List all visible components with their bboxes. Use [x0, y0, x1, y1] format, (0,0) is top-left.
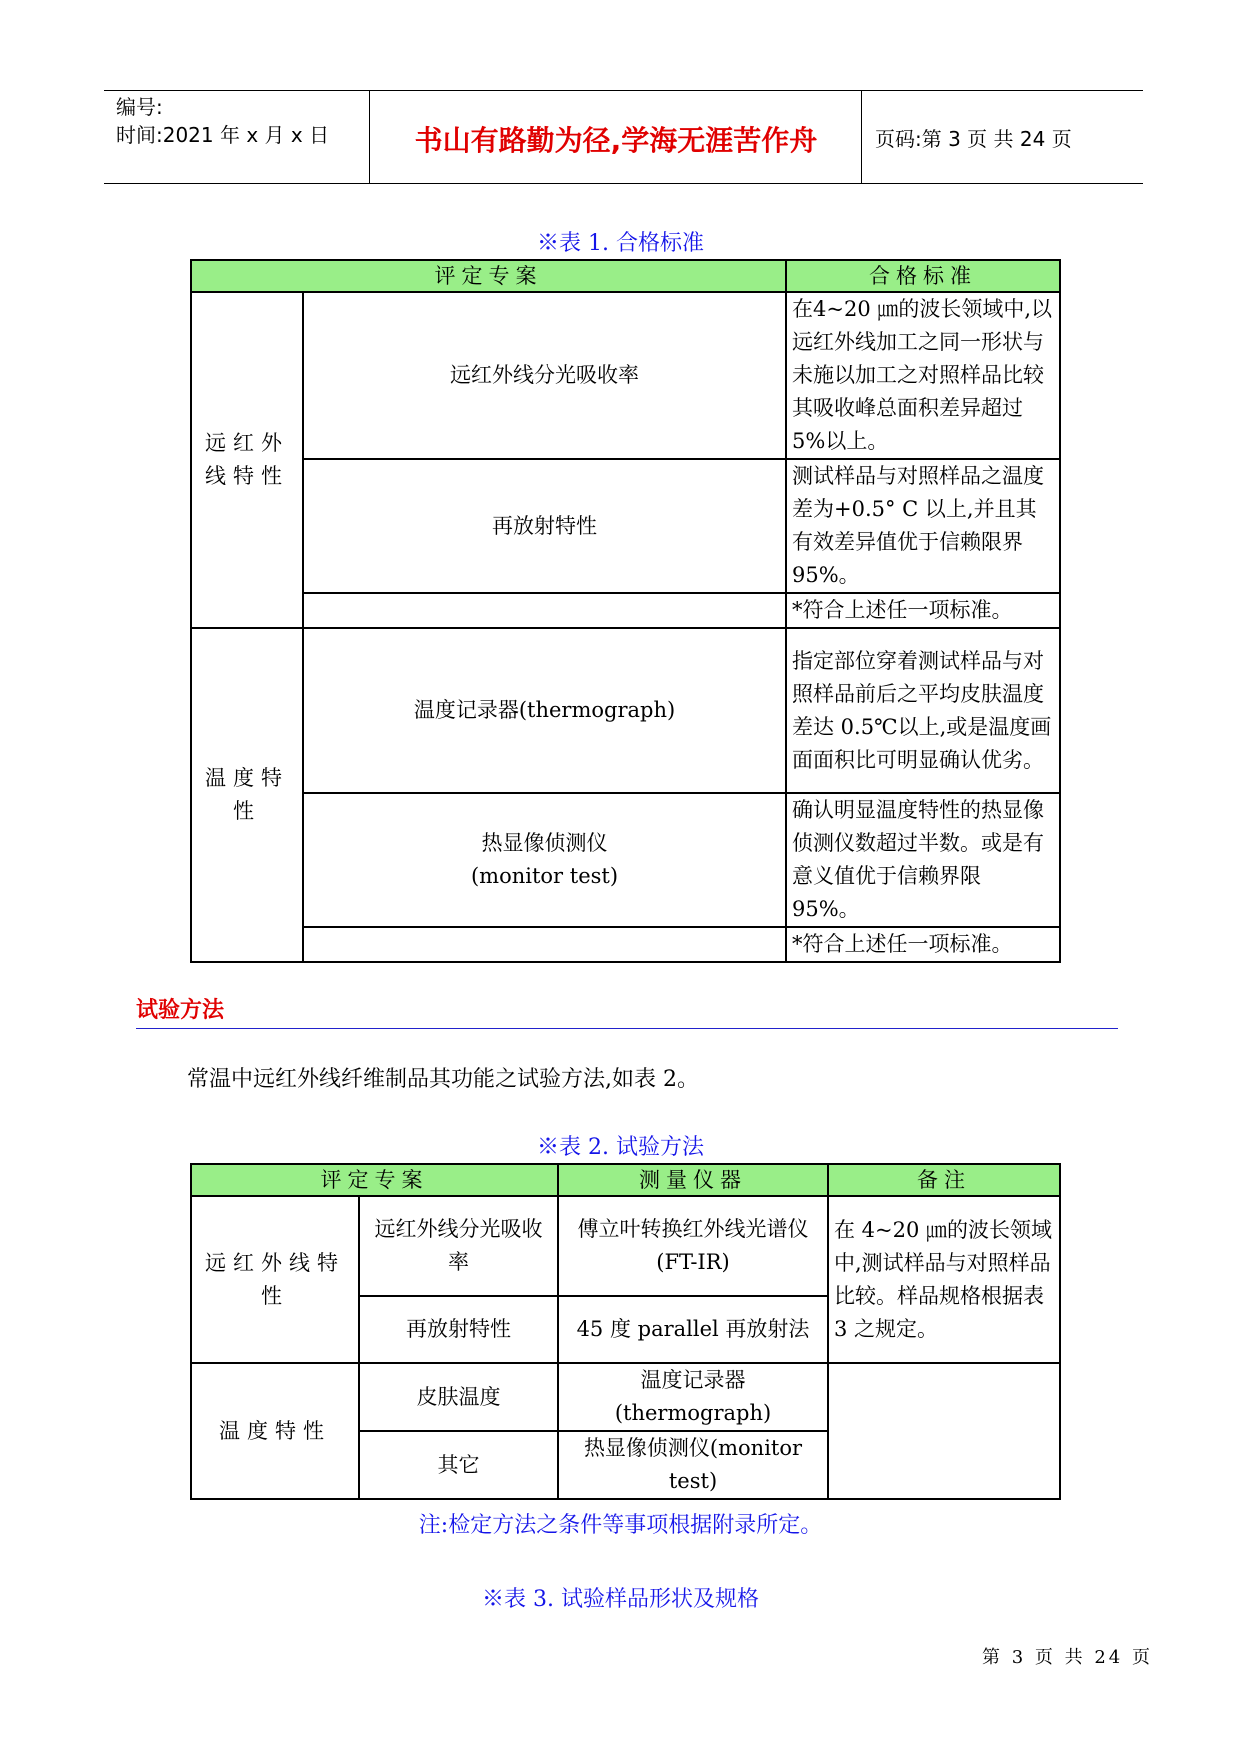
- table1-g2-note: *符合上述任一项标准。: [786, 927, 1060, 962]
- table2-g2-remark-empty: [828, 1363, 1060, 1499]
- table2-group1-label: 远红外线特性: [191, 1196, 359, 1363]
- header-bottom-rule: [104, 183, 1143, 184]
- table1-g1-item2-desc: 测试样品与对照样品之温度差为+0.5° C 以上,并且其有效差异值优于信赖限界 95%。: [786, 459, 1060, 593]
- table2-g2-item1: 皮肤温度: [359, 1363, 558, 1431]
- table-row: [191, 459, 1060, 593]
- table2-g2-item1-instr: [558, 1363, 828, 1431]
- table1-g2-item2-line2: (monitor test): [470, 864, 619, 888]
- table-row: [191, 628, 1060, 793]
- table1-g2-item2-line1: 热显像侦测仪: [481, 831, 608, 855]
- header-time: 时间:2021 年 x 月 x 日: [116, 123, 330, 147]
- table2-header-remark: 备注: [828, 1164, 1060, 1196]
- table1-g2-item2: [303, 793, 786, 927]
- table2-g1-item1-instr-line1: 傅立叶转换红外线光谱仪: [577, 1217, 809, 1241]
- table-row: [191, 292, 1060, 459]
- table2-caption: ※表 2. 试验方法: [537, 1135, 704, 1160]
- header-number: 编号:: [116, 95, 163, 119]
- section-rule: [136, 1028, 1118, 1029]
- table2-g2-item2-instr: 热显像侦测仪(monitor test): [558, 1431, 828, 1499]
- table-row: [191, 1363, 1060, 1431]
- header-meta: [116, 93, 329, 149]
- table2-g1-item1-instr: [558, 1196, 828, 1296]
- table2-g2-item2: 其它: [359, 1431, 558, 1499]
- table2-g1-item2: 再放射特性: [359, 1296, 558, 1363]
- table3-caption: ※表 3. 试验样品形状及规格: [482, 1587, 759, 1612]
- header-page: 页码:第 3 页 共 24 页: [875, 127, 1072, 151]
- section-title: 试验方法: [136, 998, 225, 1023]
- table1-caption: ※表 1. 合格标准: [537, 231, 704, 256]
- header-divider-left: [369, 91, 370, 184]
- table2: [190, 1163, 1061, 1500]
- table2-g1-item1-instr-line2: (FT-IR): [656, 1250, 730, 1274]
- table1-g1-item2: 再放射特性: [303, 459, 786, 593]
- table1-g2-empty: [303, 927, 786, 962]
- table-row: [191, 927, 1060, 962]
- table1-g2-item1-desc: 指定部位穿着测试样品与对照样品前后之平均皮肤温度差达 0.5℃以上,或是温度画面面积比可明显确认优劣。: [786, 628, 1060, 793]
- table1-g1-item1-desc: 在4~20 ㎛的波长领域中,以远红外线加工之同一形状与未施以加工之对照样品比较其吸收峰总面积差异超过 5%以上。: [786, 292, 1060, 459]
- table-row: [191, 593, 1060, 628]
- table1-g2-item2-desc: 确认明显温度特性的热显像侦测仪数超过半数。或是有意义值优于信赖界限 95%。: [786, 793, 1060, 927]
- header-motto: 书山有路勤为径,学海无涯苦作舟: [414, 124, 818, 157]
- table-row: [191, 1196, 1060, 1296]
- table1-group1-label: 远红外线特性: [191, 292, 303, 628]
- section-paragraph: 常温中远红外线纤维制品其功能之试验方法,如表 2。: [187, 1067, 699, 1092]
- table2-g1-item2-instr: 45 度 parallel 再放射法: [558, 1296, 828, 1363]
- header-top-rule: [104, 90, 1143, 91]
- table2-note: 注:检定方法之条件等事项根据附录所定。: [418, 1513, 823, 1538]
- table-row: [191, 793, 1060, 927]
- table2-header-instrument: 测量仪器: [558, 1164, 828, 1196]
- table1-g2-item1: 温度记录器(thermograph): [303, 628, 786, 793]
- table1-header-standard: 合格标准: [786, 260, 1060, 292]
- table2-g2-item1-instr-line1: 温度记录器: [640, 1368, 746, 1392]
- table2-g1-item1: 远红外线分光吸收率: [359, 1196, 558, 1296]
- table2-header-item: 评定专案: [191, 1164, 558, 1196]
- header-divider-right: [861, 91, 862, 184]
- table1: [190, 259, 1061, 963]
- table1-header-row: [191, 260, 1060, 292]
- page-footer: 第 3 页 共 24 页: [982, 1647, 1153, 1668]
- table1-group2-label: 温度特性: [191, 628, 303, 962]
- table2-g1-remark: 在 4~20 ㎛的波长领域中,测试样品与对照样品比较。样品规格根据表 3 之规定。: [828, 1196, 1060, 1363]
- table1-g1-empty: [303, 593, 786, 628]
- table2-group2-label: 温度特性: [191, 1363, 359, 1499]
- table1-g1-item1: 远红外线分光吸收率: [303, 292, 786, 459]
- table2-g2-item1-instr-line2: (thermograph): [614, 1401, 772, 1425]
- table2-header-row: [191, 1164, 1060, 1196]
- table1-header-item: 评定专案: [191, 260, 786, 292]
- table1-g1-note: *符合上述任一项标准。: [786, 593, 1060, 628]
